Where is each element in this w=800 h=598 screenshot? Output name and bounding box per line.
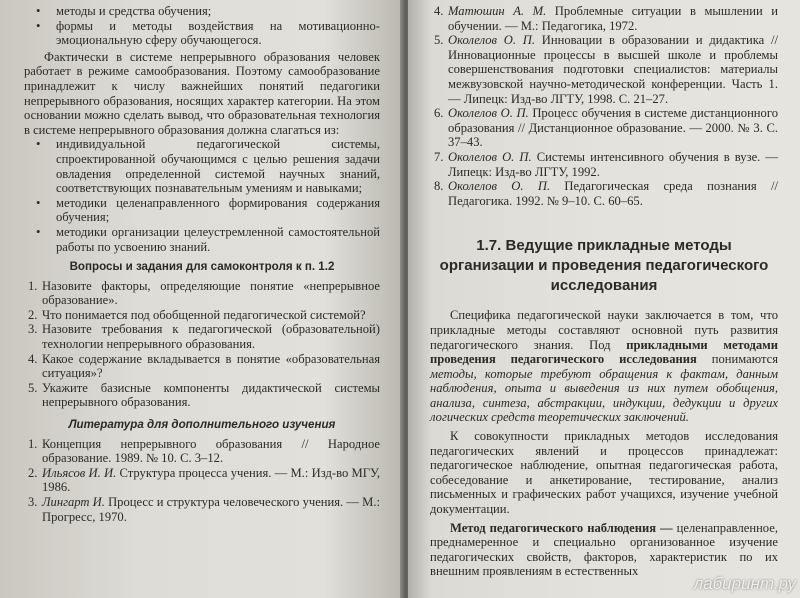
paragraph-specifics: [430, 308, 778, 425]
reference-text: Инновации в образовании и дидактика // Инновационные процессы в высшей школе и проблемы совершенствования подготовки специалистов: материалы межвузовской научно-методической конференции. Часть 1. — Липецк: Изд-во ЛГТУ, 1998. С. 21–27.: [448, 33, 779, 106]
literature-text: Структура процесса учения. — М.: Изд-во МГУ, 1986.: [42, 465, 381, 495]
literature-text: Концепция непрерывного образования // Народное образование. 1989. № 10. С. 3–12.: [42, 436, 380, 466]
question-text: Назовите факторы, определяющие понятие «непрерывное образование».: [42, 278, 380, 308]
question-item: [24, 279, 380, 308]
paragraph-methods-list: К совокупности прикладных методов исследования педагогических явлений и процессов принадлежат: педагогическое наблюдение, опытная педагогическая работа, собеседование и анкетирование, тестирование, анализ письменных и графических работ учащихся, изучение учебной документации.: [430, 429, 778, 517]
p1-text-a: Специфика педагогической науки заключается в том, что прикладные методы составляют основной путь развития педагогического знания. Под: [430, 308, 778, 352]
question-number: 4.: [28, 351, 38, 366]
p3-bold-term: Метод педагогического наблюдения —: [450, 520, 673, 535]
right-column: [430, 4, 778, 579]
question-text: Какое содержание вкладывается в понятие «образовательная ситуация»?: [42, 351, 380, 381]
watermark-logo: лабиринт.ру: [693, 574, 796, 593]
literature-item: [24, 466, 380, 495]
reference-item: [430, 4, 778, 33]
reference-author: Околелов О. П.: [448, 149, 532, 164]
reference-author: Околелов О. П.: [448, 106, 529, 121]
p1-italic-definition: методы, которые требуют обращения к фактам, данным наблюдения, опыта и выведения из них путем обобщения, анализа, синтеза, абстракции, индукции, дедукции и других логических средств теоретических заключений.: [430, 366, 778, 425]
question-item: [24, 308, 380, 323]
section-title: 1.7. Ведущие прикладные методы организации и проведения педагогического исследования: [439, 237, 769, 295]
question-text: Укажите базисные компоненты дидактической системы непрерывного образования.: [42, 380, 380, 410]
literature-author: Ильясов И. И.: [42, 465, 117, 480]
question-item: [24, 352, 380, 381]
p3-text: целенаправленное, преднамеренное и специально организованное изучение педагогических свойств, факторов, характеристик по их внешним проявлениям в естественных: [430, 520, 778, 579]
list-item: • методы и средства обучения;: [24, 4, 380, 19]
list-item: • формы и методы воздействия на мотивационно-эмоциональную сферу обучающегося.: [24, 19, 380, 48]
references-list: [430, 4, 778, 208]
right-page: [408, 0, 800, 598]
reference-number: 5.: [434, 33, 444, 48]
questions-list: [24, 279, 380, 410]
questions-heading: Вопросы и задания для самоконтроля к п. 1.2: [69, 260, 335, 274]
question-number: 2.: [28, 307, 38, 322]
p1-bold-term: прикладными методами проведения педагогического исследования: [430, 337, 779, 367]
middle-bullet-list: [24, 137, 380, 254]
reference-item: [430, 179, 778, 208]
question-number: 1.: [28, 278, 38, 293]
paragraph-self-education: Фактически в системе непрерывного образования человек работает в режиме самообразования. Поэтому самообразование принадлежит к числу важнейших понятий педагогики непрерывного образования, носящих характер категории. На этом основании можно сделать вывод, что образовательная технология в системе непрерывного образования должна слагаться из:: [24, 49, 380, 137]
reference-text: Педагогическая среда познания // Педагогика. 1992. № 9–10. С. 60–65.: [448, 179, 779, 208]
reference-number: 8.: [434, 179, 444, 194]
question-number: 3.: [28, 322, 38, 337]
literature-number: 3.: [28, 495, 38, 509]
reference-item: [430, 33, 778, 106]
list-item: • индивидуальной педагогической системы, спроектированной обучающимся с целью решения задачи овладения определенной системой научных знаний, соответствующих познавательным умениям и навыками;: [24, 137, 380, 195]
reference-number: 4.: [434, 4, 444, 18]
literature-number: 1.: [28, 436, 38, 451]
reference-author: Околелов О. П.: [448, 179, 551, 194]
question-number: 5.: [28, 380, 38, 395]
p1-text-b: понимаются: [696, 352, 778, 367]
paragraph-observation: [430, 521, 778, 579]
left-column: [24, 4, 380, 524]
reference-item: [430, 106, 778, 150]
reference-author: Околелов О. П.: [448, 33, 536, 48]
literature-heading: Литература для дополнительного изучения: [68, 418, 336, 432]
reference-number: 6.: [434, 106, 444, 121]
reference-number: 7.: [434, 149, 444, 164]
reference-text: Проблемные ситуации в мышлении и обучении. — М.: Педагогика, 1972.: [448, 4, 778, 33]
literature-list: [24, 437, 380, 525]
question-text: Что понимается под обобщенной педагогической системой?: [42, 307, 366, 322]
question-item: [24, 322, 380, 351]
literature-item: [24, 437, 380, 466]
reference-author: Матюшин А. М.: [448, 4, 547, 18]
list-item: • методики организации целеустремленной самостоятельной работы по усвоению знаний.: [24, 225, 380, 254]
top-bullet-list: [24, 4, 380, 48]
literature-item: [24, 495, 380, 524]
literature-author: Лингарт И.: [42, 495, 105, 509]
literature-number: 2.: [28, 465, 38, 480]
literature-text: Процесс и структура человеческого учения. — М.: Прогресс, 1970.: [42, 495, 380, 524]
question-text: Назовите требования к педагогической (образовательной) технологии непрерывного образования.: [42, 322, 380, 352]
reference-text: Процесс обучения в системе дистанционного образования // Дистанционное образование. — 2000. № 3. С. 37–43.: [448, 106, 778, 150]
list-item: • методики целенаправленного формирования содержания обучения;: [24, 196, 380, 225]
question-item: [24, 381, 380, 410]
reference-text: Системы интенсивного обучения в вузе. — Липецк: Изд-во ЛГТУ, 1992.: [448, 149, 779, 179]
reference-item: [430, 150, 778, 179]
